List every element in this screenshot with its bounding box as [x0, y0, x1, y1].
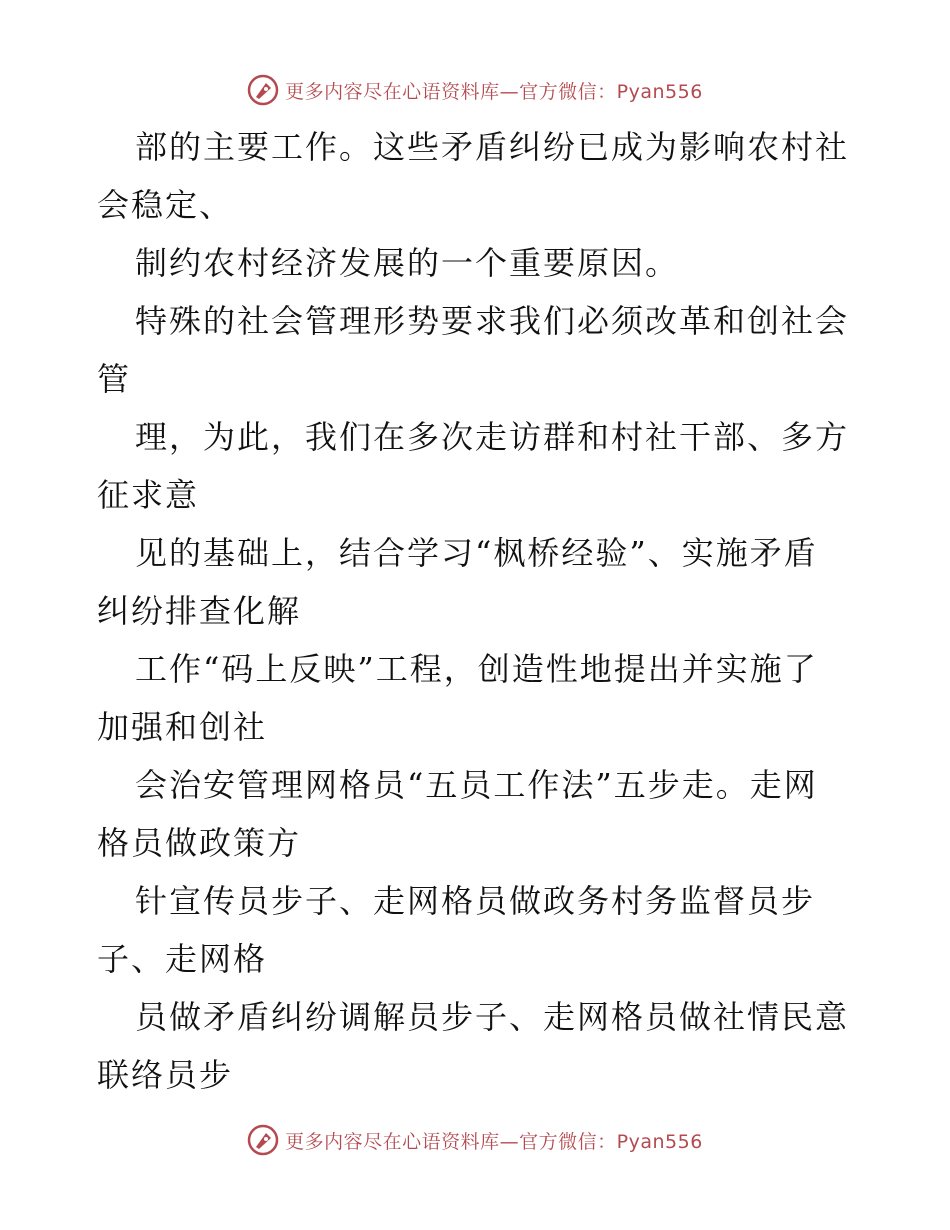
paragraph-line: 加强和创社 [97, 708, 268, 746]
pen-nib-circle-icon [247, 1124, 279, 1156]
paragraph-line: 会治安管理网格员“五员工作法”五步走。走网 [135, 766, 818, 804]
paragraph-line: 理，为此，我们在多次走访群和村社干部、多方 [135, 418, 850, 456]
paragraph-line: 子、走网格 [97, 940, 268, 978]
footer-watermark [0, 1120, 950, 1160]
paragraph-line: 见的基础上，结合学习“枫桥经验”、实施矛盾 [135, 534, 818, 572]
paragraph-line: 会稳定、 [97, 186, 234, 224]
header-watermark [0, 70, 950, 110]
paragraph-line: 工作“码上反映”工程，创造性地提出并实施了 [135, 650, 818, 688]
paragraph-line: 员做矛盾纠纷调解员步子、走网格员做社情民意 [135, 998, 850, 1036]
pen-nib-circle-icon [247, 74, 279, 106]
paragraph-line: 纠纷排查化解 [97, 592, 302, 630]
paragraph-line: 管 [97, 360, 132, 398]
paragraph-line: 征求意 [97, 476, 200, 514]
paragraph-line: 联络员步 [97, 1056, 234, 1094]
watermark-text: 更多内容尽在心语资料库—官方微信：Pyan556 [285, 80, 703, 103]
paragraph-line: 制约农村经济发展的一个重要原因。 [135, 244, 680, 282]
watermark-text: 更多内容尽在心语资料库—官方微信：Pyan556 [285, 1130, 703, 1153]
paragraph-line: 部的主要工作。这些矛盾纠纷已成为影响农村社 [135, 128, 850, 166]
paragraph-line: 特殊的社会管理形势要求我们必须改革和创社会 [135, 302, 850, 340]
paragraph-line: 格员做政策方 [97, 824, 302, 862]
document-body [97, 118, 857, 1104]
paragraph-line: 针宣传员步子、走网格员做政务村务监督员步 [135, 882, 816, 920]
